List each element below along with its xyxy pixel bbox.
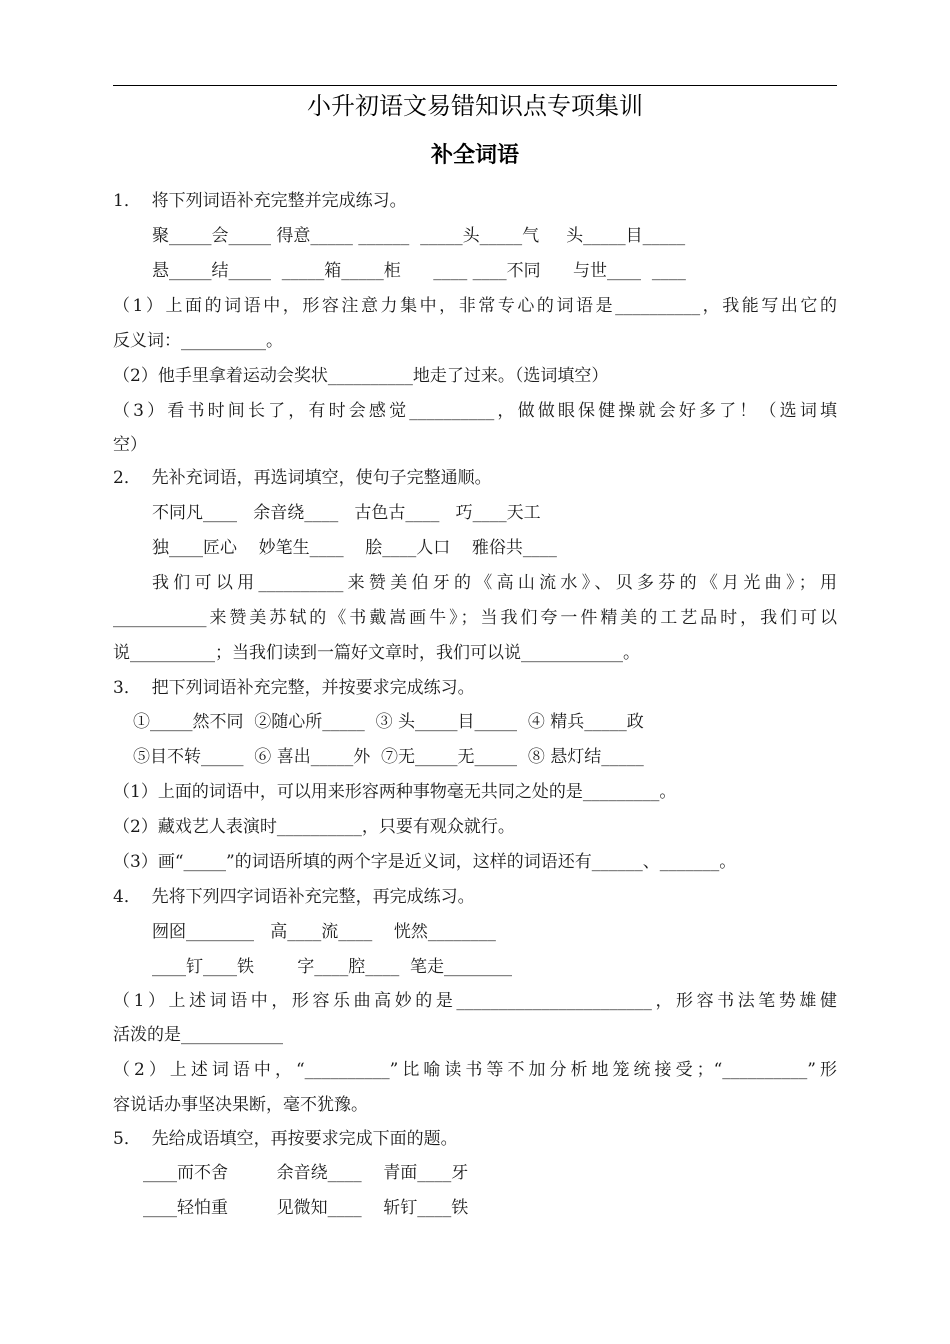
q3-word-row-2: ⑤目不转_____ ⑥ 喜出_____外 ⑦无_____无_____ ⑧ 悬灯结_____: [133, 747, 644, 767]
q2-fill-sentence: 我们可以用__________来赞美伯牙的《高山流水》、贝多芬的《月光曲》；用: [152, 573, 837, 593]
q3-sub-2: （2）藏戏艺人表演时__________，只要有观众就行。: [113, 817, 515, 837]
q2-fill-sentence-cont-2: 说__________；当我们读到一篇好文章时，我们可以说____________。: [113, 643, 640, 663]
q4-word-row-1: 囫囵________ 高____流____ 恍然________: [152, 922, 496, 942]
q1-sub-3-cont: 空）: [113, 435, 147, 455]
q1-sub-2: （2）他手里拿着运动会奖状__________地走了过来。（选词填空）: [113, 366, 609, 386]
q4-sub-2-cont: 容说话办事坚决果断，毫不犹豫。: [113, 1095, 368, 1115]
question-5-prompt: 5． 先给成语填空，再按要求完成下面的题。: [113, 1129, 458, 1149]
q4-sub-2: （2）上述词语中，“__________”比喻读书等不加分析地笼统接受；“__________”形: [113, 1060, 837, 1080]
q3-sub-1: （1）上面的词语中，可以用来形容两种事物毫无共同之处的是_________。: [113, 782, 677, 802]
header-rule: [113, 85, 837, 86]
q3-sub-3: （3）画“_____”的词语所填的两个字是近义词，这样的词语还有______、_______。: [113, 852, 737, 872]
q4-sub-1-cont: 活泼的是____________: [113, 1025, 283, 1045]
q4-sub-1: （1）上述词语中，形容乐曲高妙的是_______________________，形容书法笔势雄健: [113, 991, 837, 1011]
q1-word-row-2: 悬_____结_____ _____箱_____柜 ____ ____不同 与世____ ____: [152, 261, 686, 281]
q1-word-row-1: 聚_____会_____ 得意_____ ______ _____头_____气 头_____目_____: [152, 226, 686, 246]
q2-word-row-2: 独____匠心 妙笔生____ 脍____人口 雅俗共____: [152, 538, 557, 558]
q1-sub-3: （3）看书时间长了，有时会感觉__________，做做眼保健操就会好多了！（选词填: [113, 401, 837, 421]
q5-word-row-1: ____而不舍 余音绕____ 青面____牙: [143, 1163, 469, 1183]
q3-word-row-1: ①_____然不同 ②随心所_____ ③ 头_____目_____ ④ 精兵_____政: [133, 712, 644, 732]
q1-sub-1-cont: 反义词：__________。: [113, 331, 283, 351]
q2-fill-sentence-cont-1: ___________来赞美苏轼的《书戴嵩画牛》；当我们夸一件精美的工艺品时，我们可以: [113, 608, 837, 628]
page-title: 小升初语文易错知识点专项集训: [307, 92, 643, 120]
q2-word-row-1: 不同凡____ 余音绕____ 古色古____ 巧____天工: [152, 503, 541, 523]
q4-word-row-2: ____钉____铁 字____腔____ 笔走________: [152, 957, 513, 977]
section-title: 补全词语: [430, 143, 519, 168]
q5-word-row-2: ____轻怕重 见微知____ 斩钉____铁: [143, 1198, 469, 1218]
question-2-prompt: 2． 先补充词语，再选词填空，使句子完整通顺。: [113, 468, 492, 488]
question-1-prompt: 1． 将下列词语补充完整并完成练习。: [113, 191, 407, 211]
question-3-prompt: 3． 把下列词语补充完整，并按要求完成练习。: [113, 678, 475, 698]
question-4-prompt: 4． 先将下列四字词语补充完整，再完成练习。: [113, 887, 475, 907]
q1-sub-1: （1）上面的词语中，形容注意力集中，非常专心的词语是__________，我能写出它的: [113, 296, 837, 316]
